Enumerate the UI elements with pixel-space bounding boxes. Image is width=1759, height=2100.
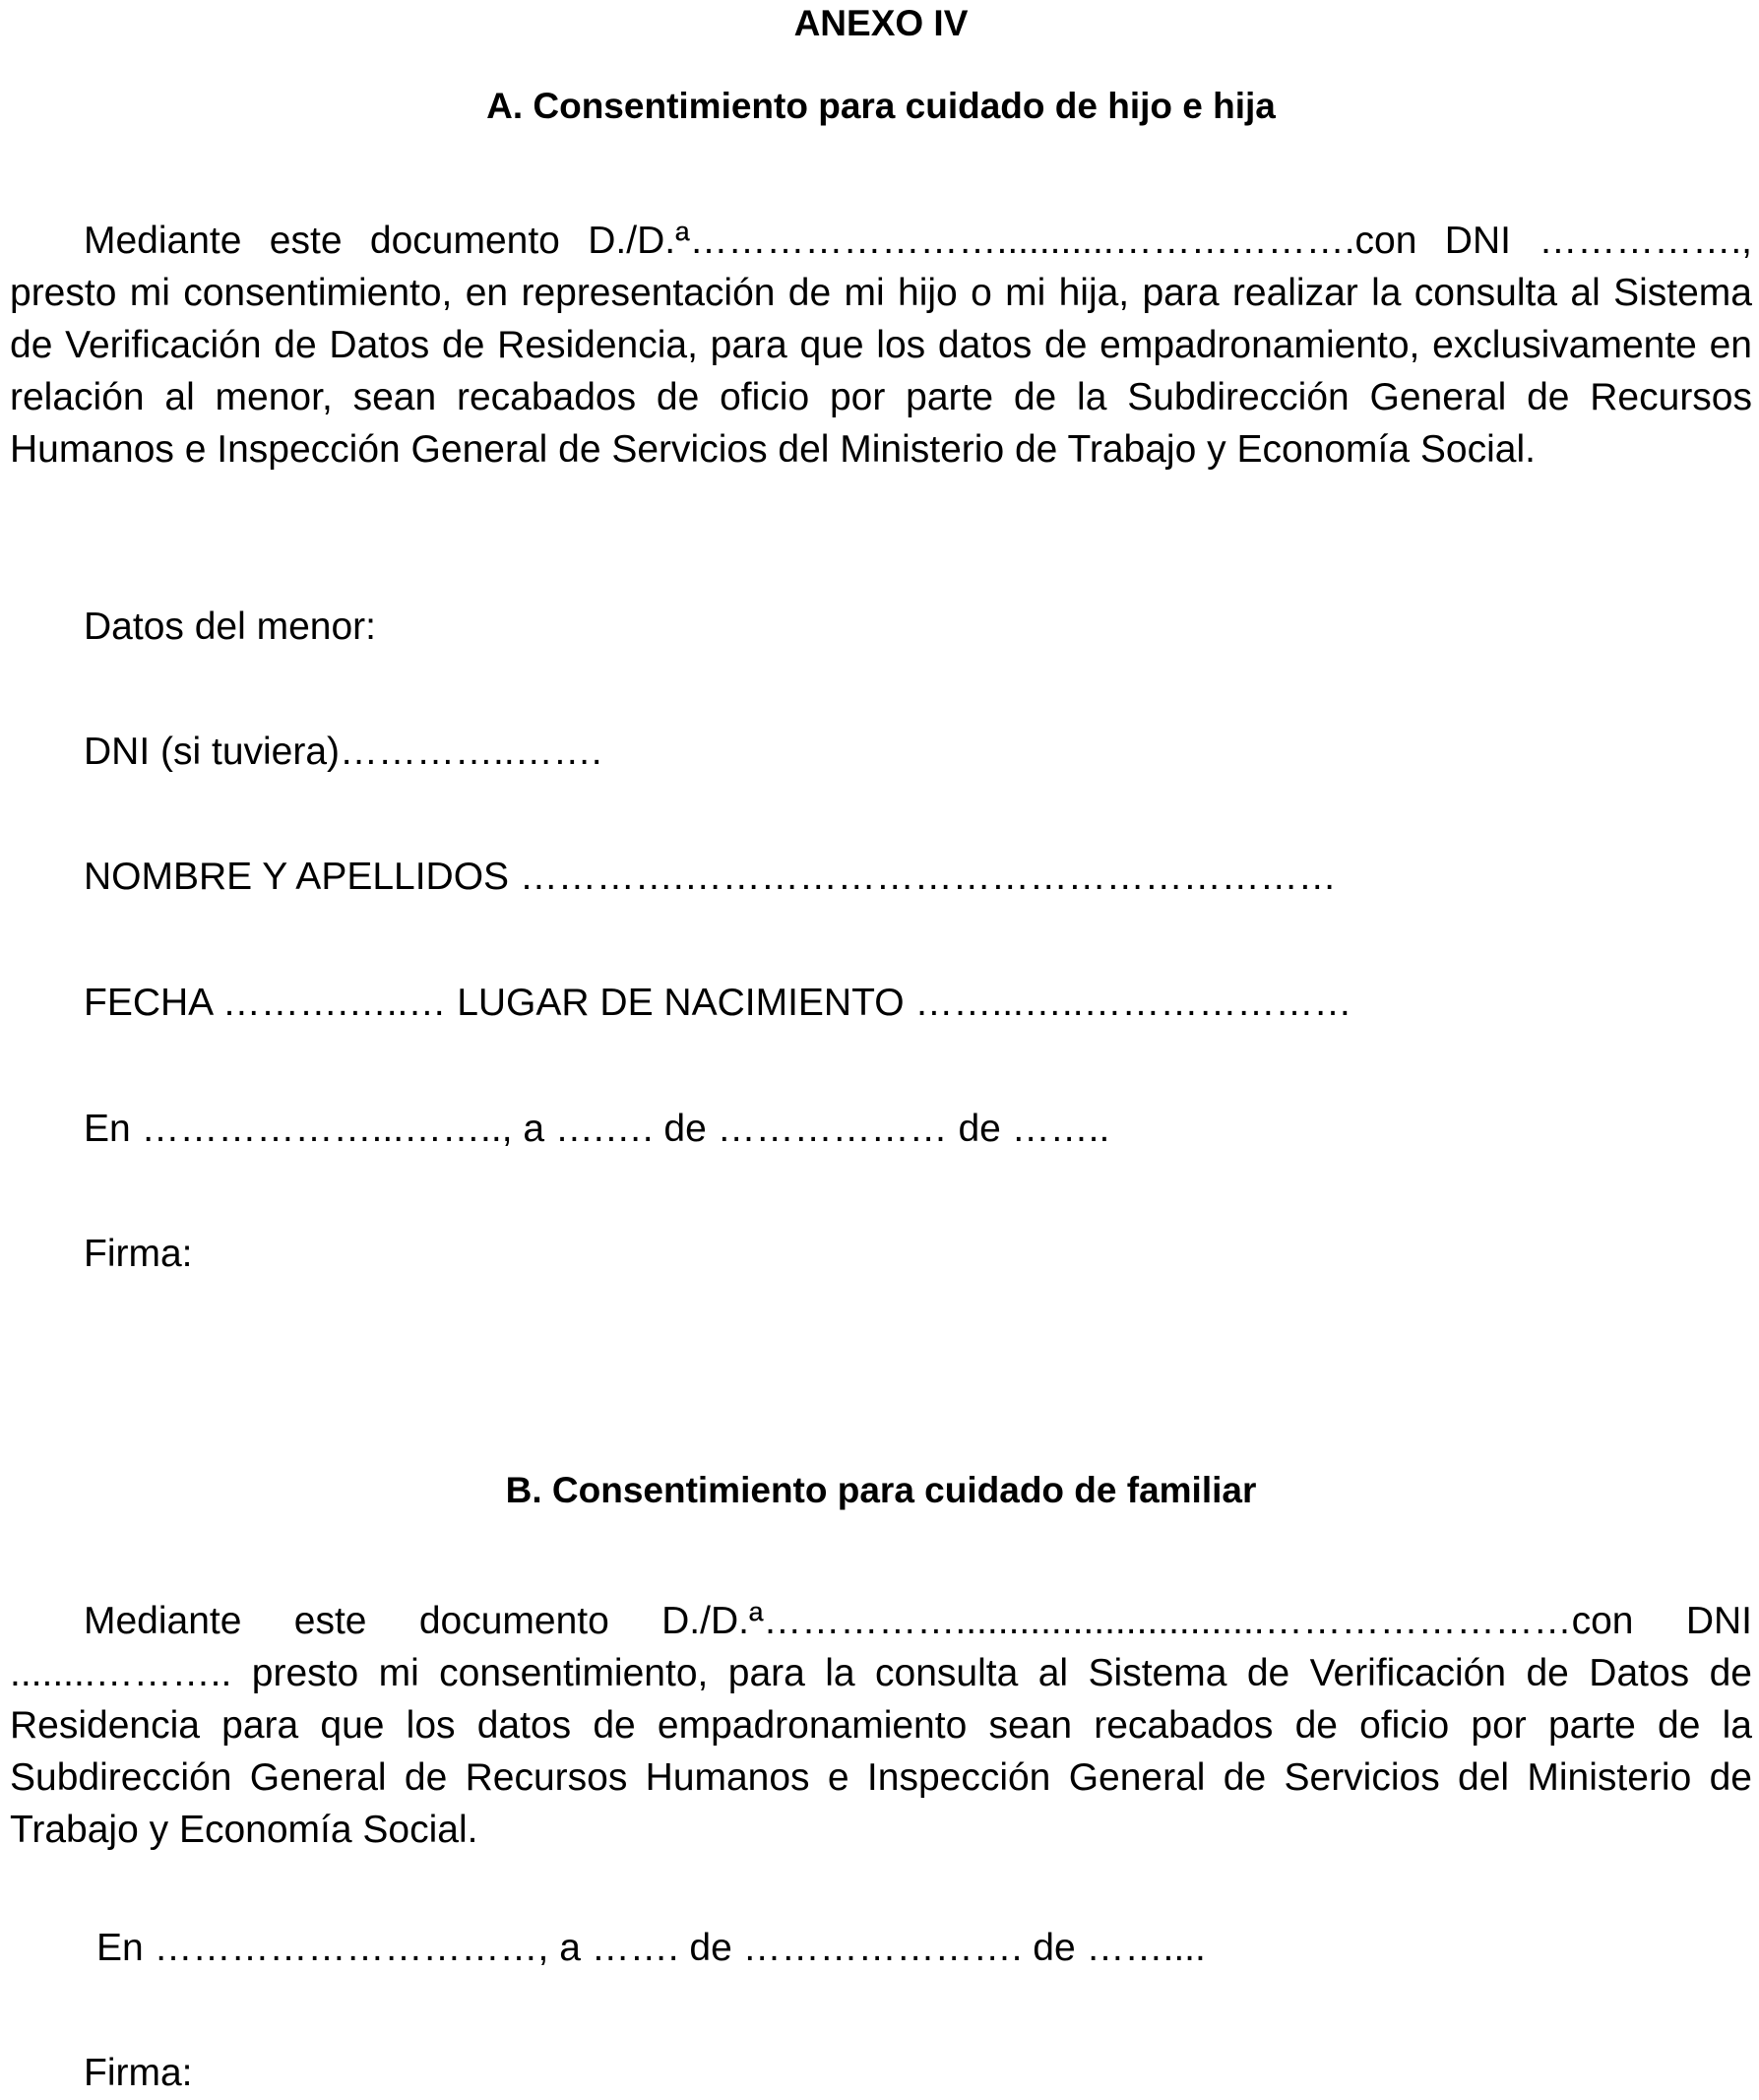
section-b-place-date-line: En …………………………, a ……. de …………………. de …….... xyxy=(96,1927,1206,1969)
section-b-signature-label: Firma: xyxy=(84,2052,193,2094)
section-a-paragraph: Mediante este documento D./D.ª……………………...........……………….con DNI ……………., presto mi consentimiento, en representación de mi hijo o mi hija, para realizar la consulta al Sistema de Verificación de Datos de Residencia, para que los datos de empadronamiento, exclusivamente en relación al menor, sean recabados de oficio por parte de la Subdirección General de Recursos Humanos e Inspección General de Servicios del Ministerio de Trabajo y Economía Social. xyxy=(10,220,1752,471)
section-a-heading: A. Consentimiento para cuidado de hijo e hija xyxy=(486,86,1276,126)
section-b-heading: B. Consentimiento para cuidado de familiar xyxy=(505,1470,1257,1510)
annex-title: ANEXO IV xyxy=(793,3,969,43)
minor-data-label: Datos del menor: xyxy=(84,605,376,648)
section-b-paragraph: Mediante este documento D./D.ª…………….............................……………………con DNI ........……….. presto mi consentimiento, para la consulta al Sistema de Verificación de Datos de Residencia para que los datos de empadronamiento sean recabados de oficio por parte de la Subdirección General de Recursos Humanos e Inspección General de Servicios del Ministerio de Trabajo y Economía Social. xyxy=(10,1600,1752,1851)
minor-birth-date-place-line: FECHA ……….…..… LUGAR DE NACIMIENTO ……...…..………………… xyxy=(84,982,1352,1024)
minor-dni-line: DNI (si tuviera)…………..……. xyxy=(84,731,602,773)
section-a-signature-label: Firma: xyxy=(84,1233,193,1275)
section-a-place-date-line: En ………………...…….., a ….…. de ……………… de …….. xyxy=(84,1108,1110,1150)
minor-name-line: NOMBRE Y APELLIDOS ………….…………………………………………… xyxy=(84,856,1337,898)
